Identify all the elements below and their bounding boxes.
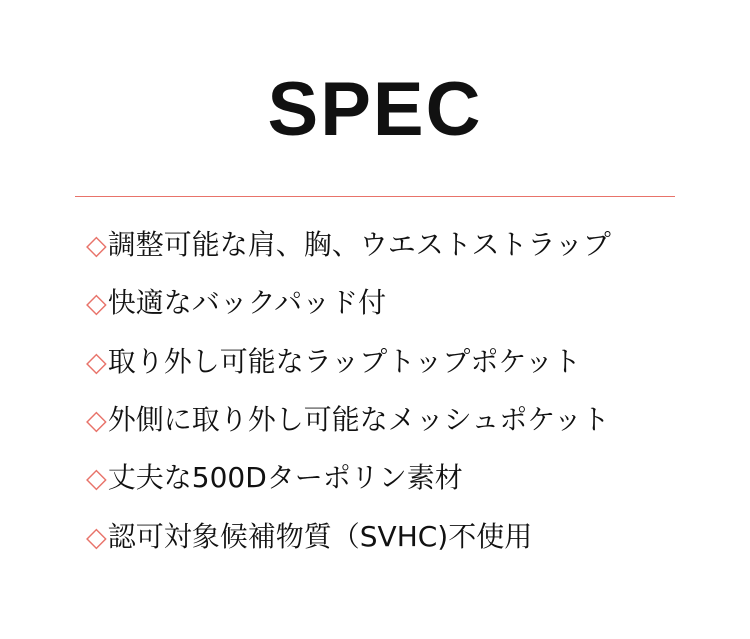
list-item: [86, 228, 750, 261]
list-item: [86, 519, 750, 553]
list-item: [86, 286, 750, 320]
list-item: [86, 344, 750, 378]
diamond-bullet-icon: ◇: [86, 288, 107, 319]
spec-item-label: 取り外し可能なラップトップポケット: [107, 344, 581, 378]
diamond-bullet-icon: ◇: [86, 405, 107, 436]
spec-list: [0, 197, 750, 551]
diamond-bullet-icon: ◇: [86, 230, 107, 260]
diamond-bullet-icon: ◇: [86, 463, 107, 494]
diamond-bullet-icon: ◇: [86, 346, 107, 377]
spec-item-label: 丈夫な500Dターポリン素材: [107, 461, 463, 495]
page-title: SPEC: [267, 67, 483, 152]
list-item: [86, 403, 750, 437]
spec-item-label: 調整可能な肩、胸、ウエストストラップ: [107, 228, 611, 261]
list-item: [86, 461, 750, 495]
spec-item-label: 認可対象候補物質（SVHC)不使用: [107, 519, 533, 553]
diamond-bullet-icon: ◇: [86, 521, 107, 552]
spec-item-label: 快適なバックパッド付: [107, 286, 387, 320]
spec-item-label: 外側に取り外し可能なメッシュポケット: [107, 403, 610, 437]
